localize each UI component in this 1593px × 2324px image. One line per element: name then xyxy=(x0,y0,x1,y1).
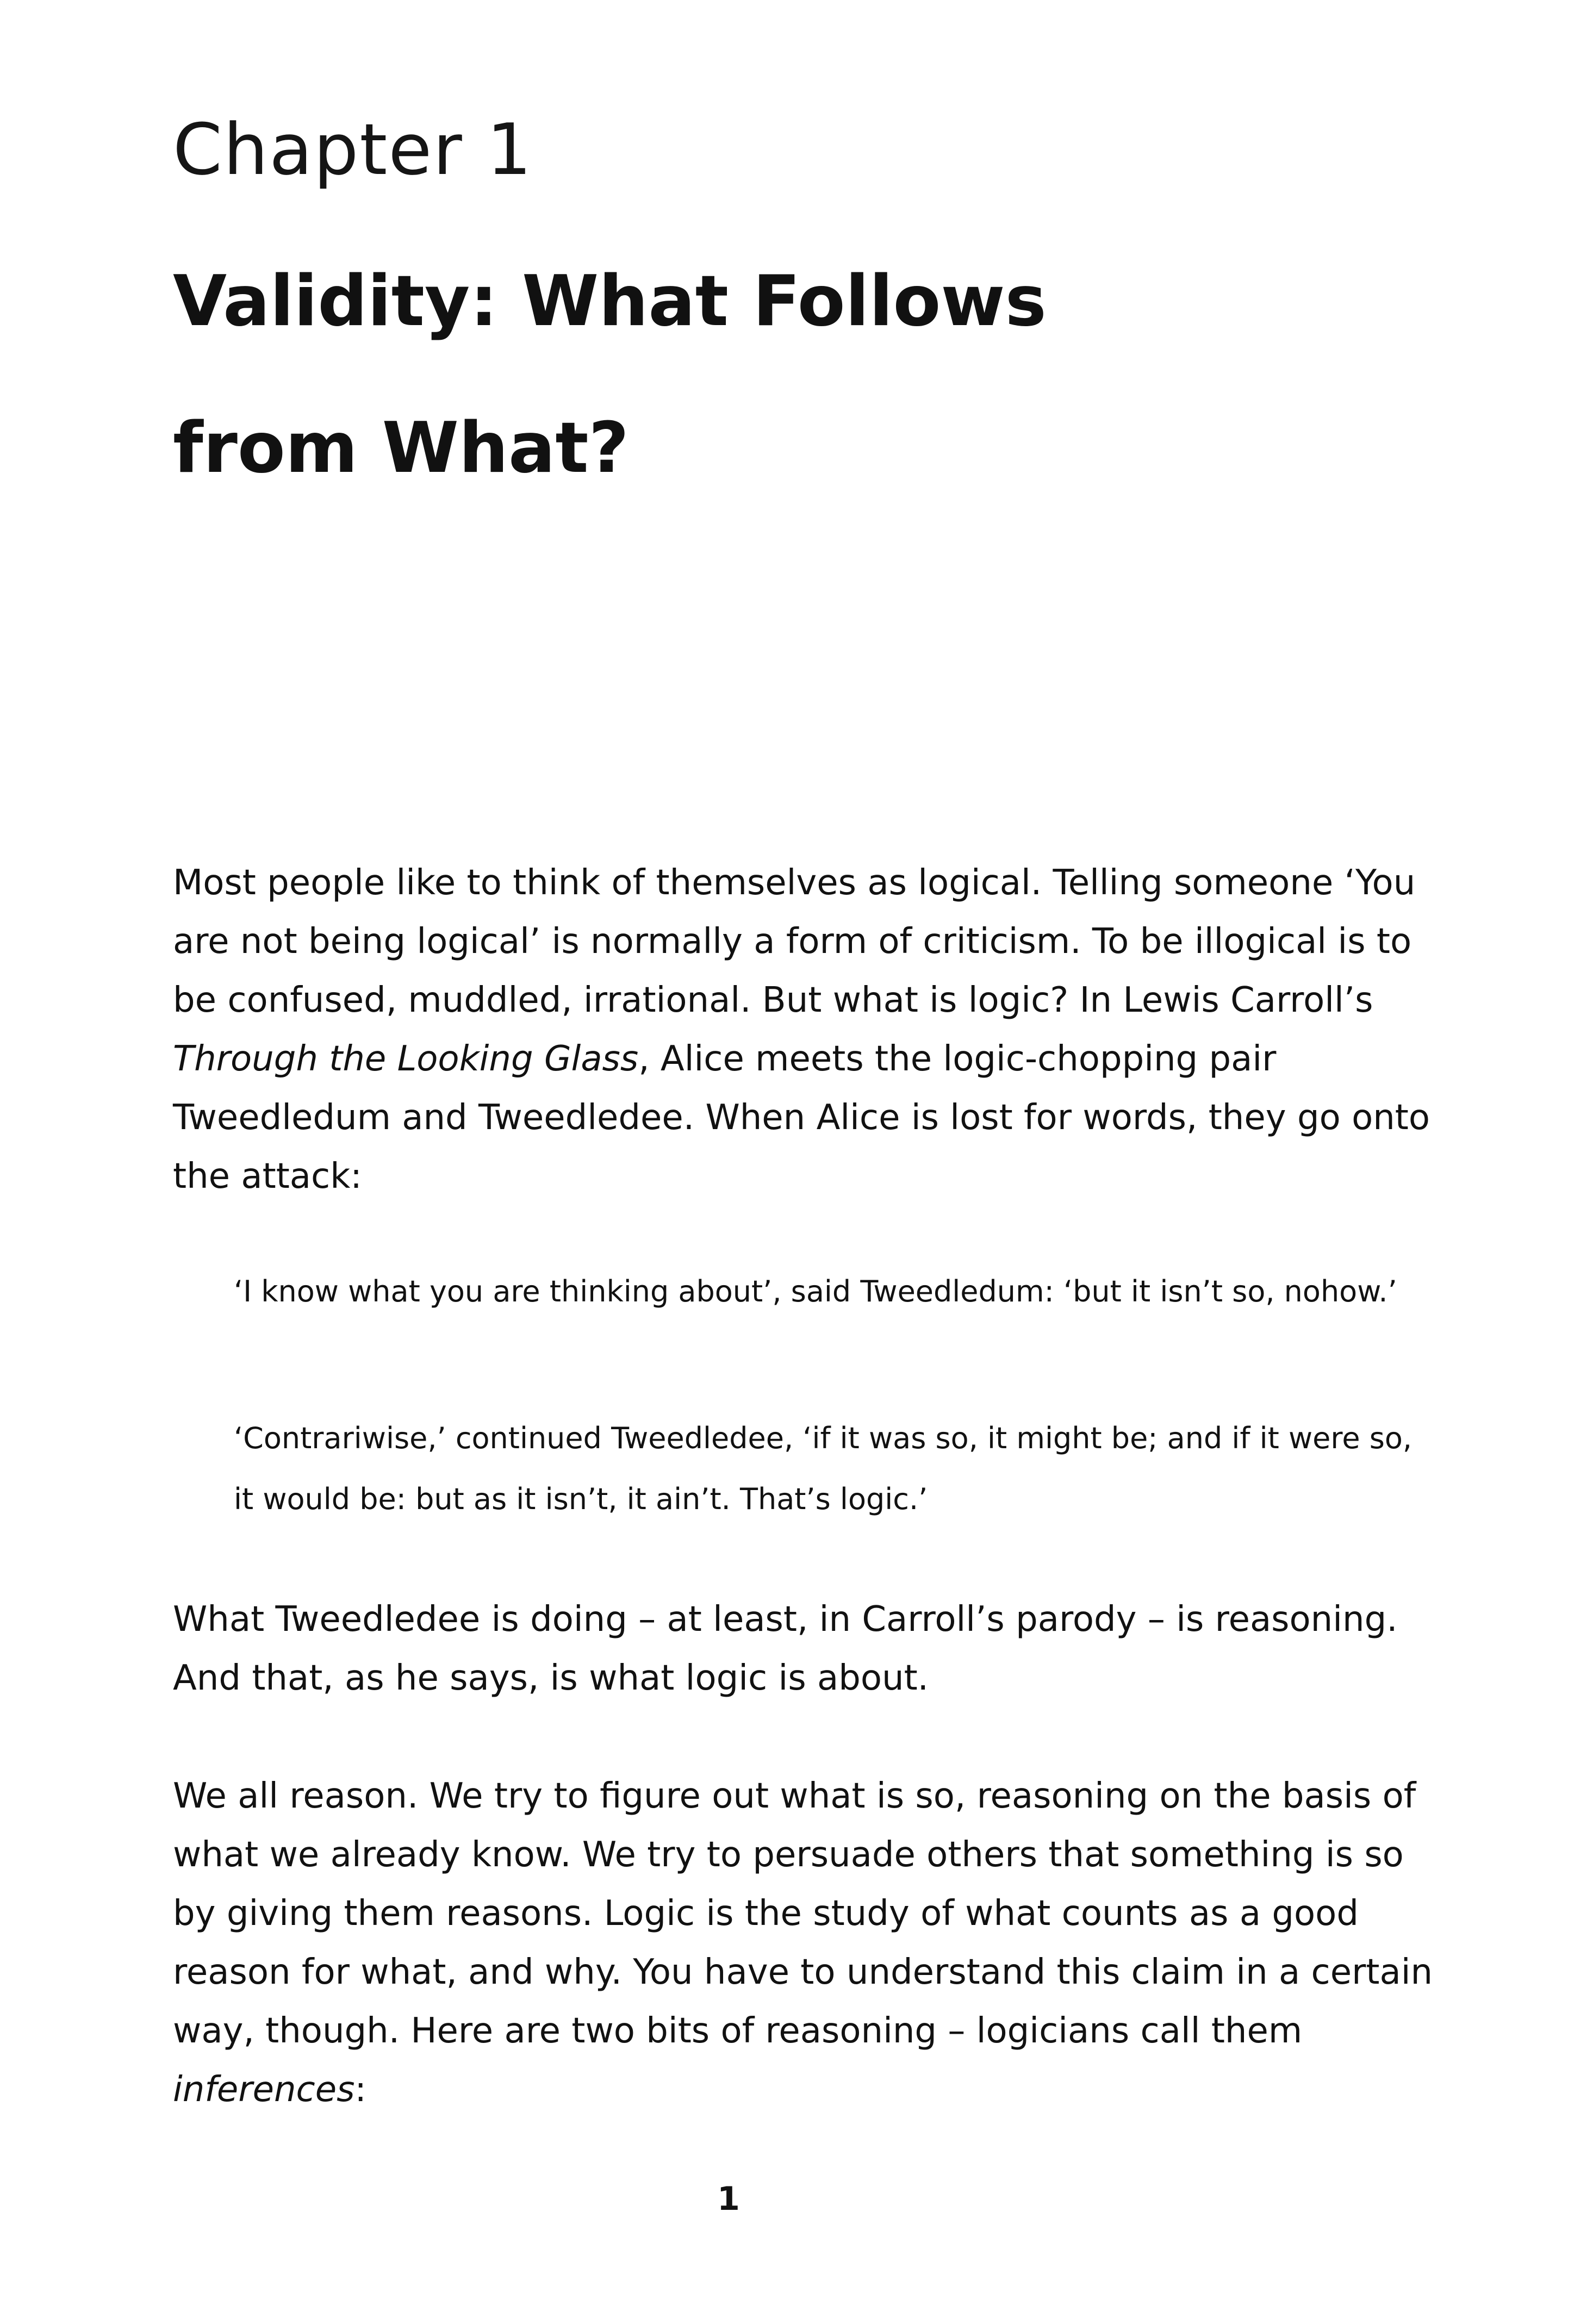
intro-paragraph xyxy=(173,853,1445,1206)
intro-text-part-1: Most people like to think of themselves as logical. Telling someone ‘You are not being logical’ is normally a form of criticism. To be illogical is to be confused, muddled, irrational. But what is logic? In Lewis Carroll’s xyxy=(173,863,1416,1020)
chapter-title-line-2: from What? xyxy=(173,408,629,489)
page-number: 1 xyxy=(717,2180,740,2218)
quote-tweedledum: ‘I know what you are thinking about’, said Tweedledum: ‘but it isn’t so, nohow.’ xyxy=(234,1274,1397,1309)
book-title: Through the Looking Glass xyxy=(173,1039,639,1079)
intro-text-part-2: , Alice meets the logic-chopping pair Tweedledum and Tweedledee. When Alice is lost for words, they go onto the attack: xyxy=(173,1039,1430,1197)
reasoning-paragraph: What Tweedledee is doing – at least, in Carroll’s parody – is reasoning. And that, as he says, is what logic is about. xyxy=(173,1599,1398,1698)
logic-paragraph xyxy=(173,1767,1445,2119)
logic-paragraph-end: : xyxy=(354,2070,366,2110)
chapter-title-line-1: Validity: What Follows xyxy=(173,261,1047,342)
inferences-term: inferences xyxy=(173,2070,355,2110)
logic-paragraph-text: We all reason. We try to figure out what is so, reasoning on the basis of what we already know. We try to persuade others that something is so by giving them reasons. Logic is the study of what counts as a good reason for what, and why. You have to understand this claim in a certain way, though. Here are two bits of reasoning – logicians call them xyxy=(173,1776,1433,2051)
chapter-title xyxy=(173,228,1423,522)
chapter-label: Chapter 1 xyxy=(173,108,533,191)
quote-tweedledee: ‘Contrariwise,’ continued Tweedledee, ‘if it was so, it might be; and if it were so, it would be: but as it isn’t, it ain’t. That’s logic.’ xyxy=(234,1421,1412,1516)
